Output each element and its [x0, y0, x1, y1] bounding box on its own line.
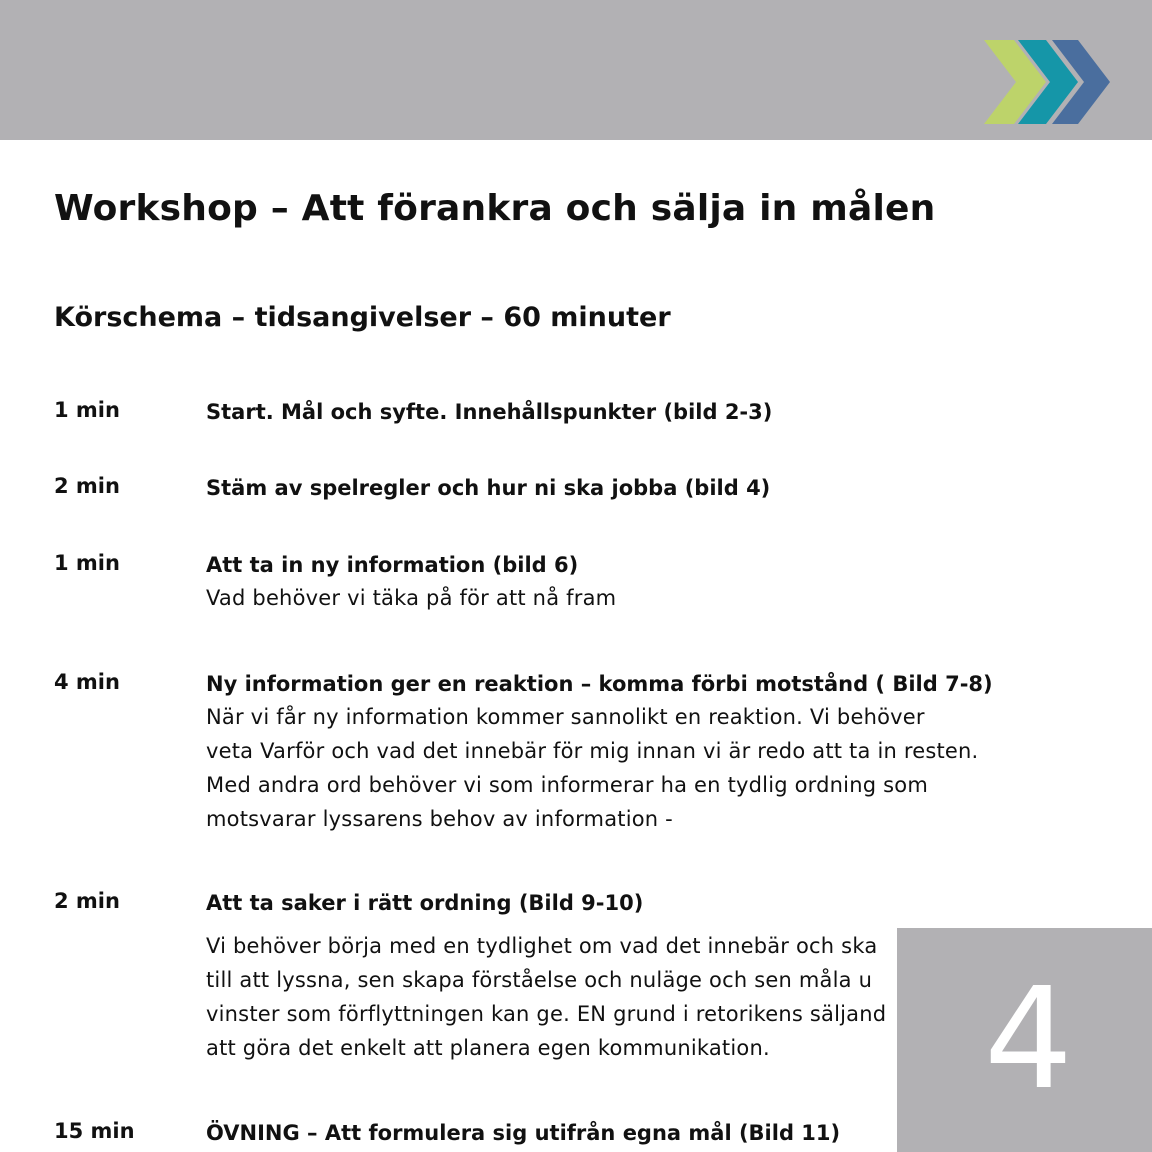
item-heading: Stäm av spelregler och hur ni ska jobba (bild 4)	[206, 476, 771, 500]
page-title: Workshop – Att förankra och sälja in målen	[54, 188, 936, 229]
item-duration: 1 min	[54, 398, 120, 422]
item-heading: Att ta saker i rätt ordning (Bild 9-10)	[206, 891, 644, 915]
item-duration: 2 min	[54, 474, 120, 498]
header-band	[0, 0, 1152, 140]
item-duration: 2 min	[54, 889, 120, 913]
item-duration: 15 min	[54, 1119, 135, 1143]
item-description-line: När vi får ny information kommer sannolikt en reaktion. Vi behöver	[206, 705, 925, 729]
item-heading: Ny information ger en reaktion – komma förbi motstånd ( Bild 7-8)	[206, 672, 993, 696]
item-duration: 4 min	[54, 670, 120, 694]
item-heading: Start. Mål och syfte. Innehållspunkter (bild 2-3)	[206, 400, 773, 424]
item-duration: 1 min	[54, 551, 120, 575]
item-description-line: Vad behöver vi täka på för att nå fram	[206, 586, 617, 610]
item-description-line: Med andra ord behöver vi som informerar ha en tydlig ordning som	[206, 773, 928, 797]
item-description-line: motsvarar lyssarens behov av information -	[206, 807, 673, 831]
triple-chevron-logo-icon	[976, 34, 1116, 130]
schedule-subtitle: Körschema – tidsangivelser – 60 minuter	[54, 302, 671, 333]
item-description-line: vinster som förflyttningen kan ge. EN grund i retorikens säljand	[206, 1002, 887, 1026]
page-number: 4	[983, 958, 1074, 1121]
item-description-line: att göra det enkelt att planera egen kommunikation.	[206, 1036, 770, 1060]
item-description-line: till att lyssna, sen skapa förståelse och nuläge och sen måla u	[206, 968, 873, 992]
item-description-line: Vi behöver börja med en tydlighet om vad det innebär och ska	[206, 934, 878, 958]
item-description-line: veta Varför och vad det innebär för mig innan vi är redo att ta in resten.	[206, 739, 979, 763]
item-heading: ÖVNING – Att formulera sig utifrån egna mål (Bild 11)	[206, 1121, 841, 1145]
page-number-badge	[897, 928, 1152, 1152]
item-heading: Att ta in ny information (bild 6)	[206, 553, 579, 577]
